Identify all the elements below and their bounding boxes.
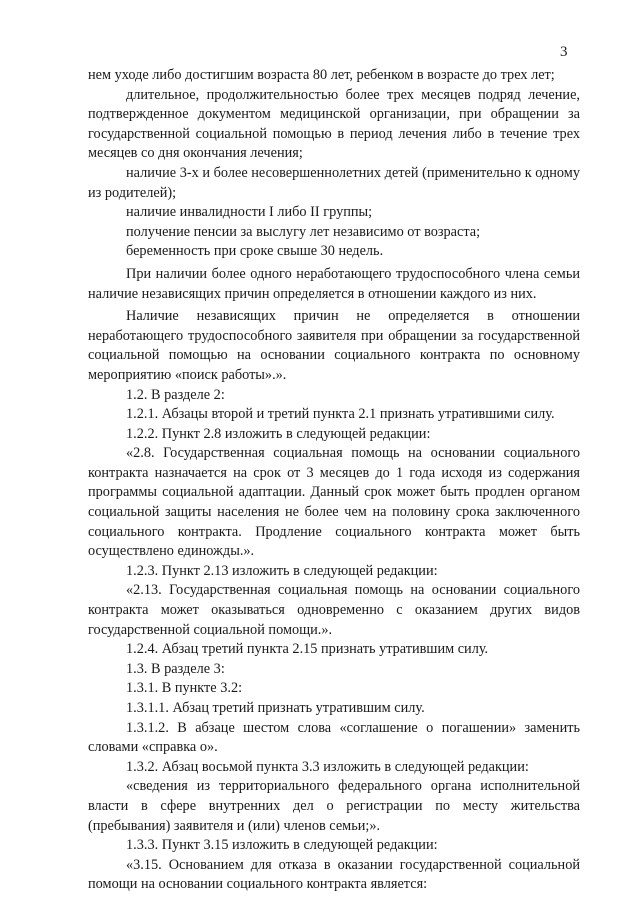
- paragraph: 1.3.2. Абзац восьмой пункта 3.3 изложить в следующей редакции:: [126, 758, 529, 775]
- paragraph: нем уходе либо достигшим возраста 80 лет, ребенком в возрасте до трех лет;: [88, 67, 555, 83]
- paragraph: наличие инвалидности I либо II группы;: [126, 204, 373, 221]
- paragraph: 1.2. В разделе 2:: [126, 386, 225, 403]
- document-text: [88, 66, 580, 895]
- page-number: 3: [560, 44, 568, 60]
- paragraph: 1.3.3. Пункт 3.15 изложить в следующей редакции:: [126, 837, 438, 854]
- paragraph: 1.3. В разделе 3:: [126, 660, 225, 677]
- paragraph: получение пенсии за выслугу лет независимо от возраста;: [126, 223, 481, 240]
- paragraph: длительное, продолжительностью более трех месяцев подряд лечение, подтвержденное документом медицинской организации, при обращении за государственной социальной помощью в период лечения либо в течение трех месяцев со дня окончания лечения;: [88, 86, 580, 162]
- paragraph: «2.8. Государственная социальная помощь на основании социального контракта назначается на срок от 3 месяцев до 1 года исходя из содержания программы социальной адаптации. Данный срок может быть продлен органом социальной защиты населения не более чем на половину срока заключенного социального контракта. Продление социального контракта может быть осуществлено единожды.».: [88, 445, 580, 560]
- paragraph: наличие 3-х и более несовершеннолетних детей (применительно к одному из родителей);: [88, 164, 580, 201]
- paragraph: 1.2.1. Абзацы второй и третий пункта 2.1 признать утратившими силу.: [126, 406, 555, 423]
- paragraph: «2.13. Государственная социальная помощь на основании социального контракта может оказываться одновременно с оказанием других видов государственной социальной помощи.».: [88, 582, 580, 638]
- paragraph: беременность при сроке свыше 30 недель.: [126, 243, 384, 260]
- paragraph: 1.3.1.2. В абзаце шестом слова «соглашение о погашении» заменить словами «справка о».: [88, 719, 580, 756]
- paragraph: 1.2.2. Пункт 2.8 изложить в следующей редакции:: [126, 425, 431, 442]
- paragraph: 1.2.3. Пункт 2.13 изложить в следующей редакции:: [126, 562, 438, 579]
- paragraph: Наличие независящих причин не определяется в отношении неработающего трудоспособного заявителя при обращении за государственной социальной помощью на основании социального контракта по основному мероприятию «поиск работы».».: [88, 308, 580, 383]
- paragraph: «сведения из территориального федерального органа исполнительной власти в сфере внутренних дел о регистрации по месту жительства (пребывания) заявителя и (или) членов семьи;».: [88, 778, 580, 834]
- paragraph: 1.3.1. В пункте 3.2:: [126, 680, 243, 697]
- paragraph: «3.15. Основанием для отказа в оказании государственной социальной помощи на основании социального контракта является:: [88, 856, 580, 893]
- paragraph: 1.2.4. Абзац третий пункта 2.15 признать утратившим силу.: [126, 641, 489, 658]
- paragraph: 1.3.1.1. Абзац третий признать утратившим силу.: [126, 700, 425, 716]
- paragraph: При наличии более одного неработающего трудоспособного члена семьи наличие независящих причин определяется в отношении каждого из них.: [88, 265, 580, 302]
